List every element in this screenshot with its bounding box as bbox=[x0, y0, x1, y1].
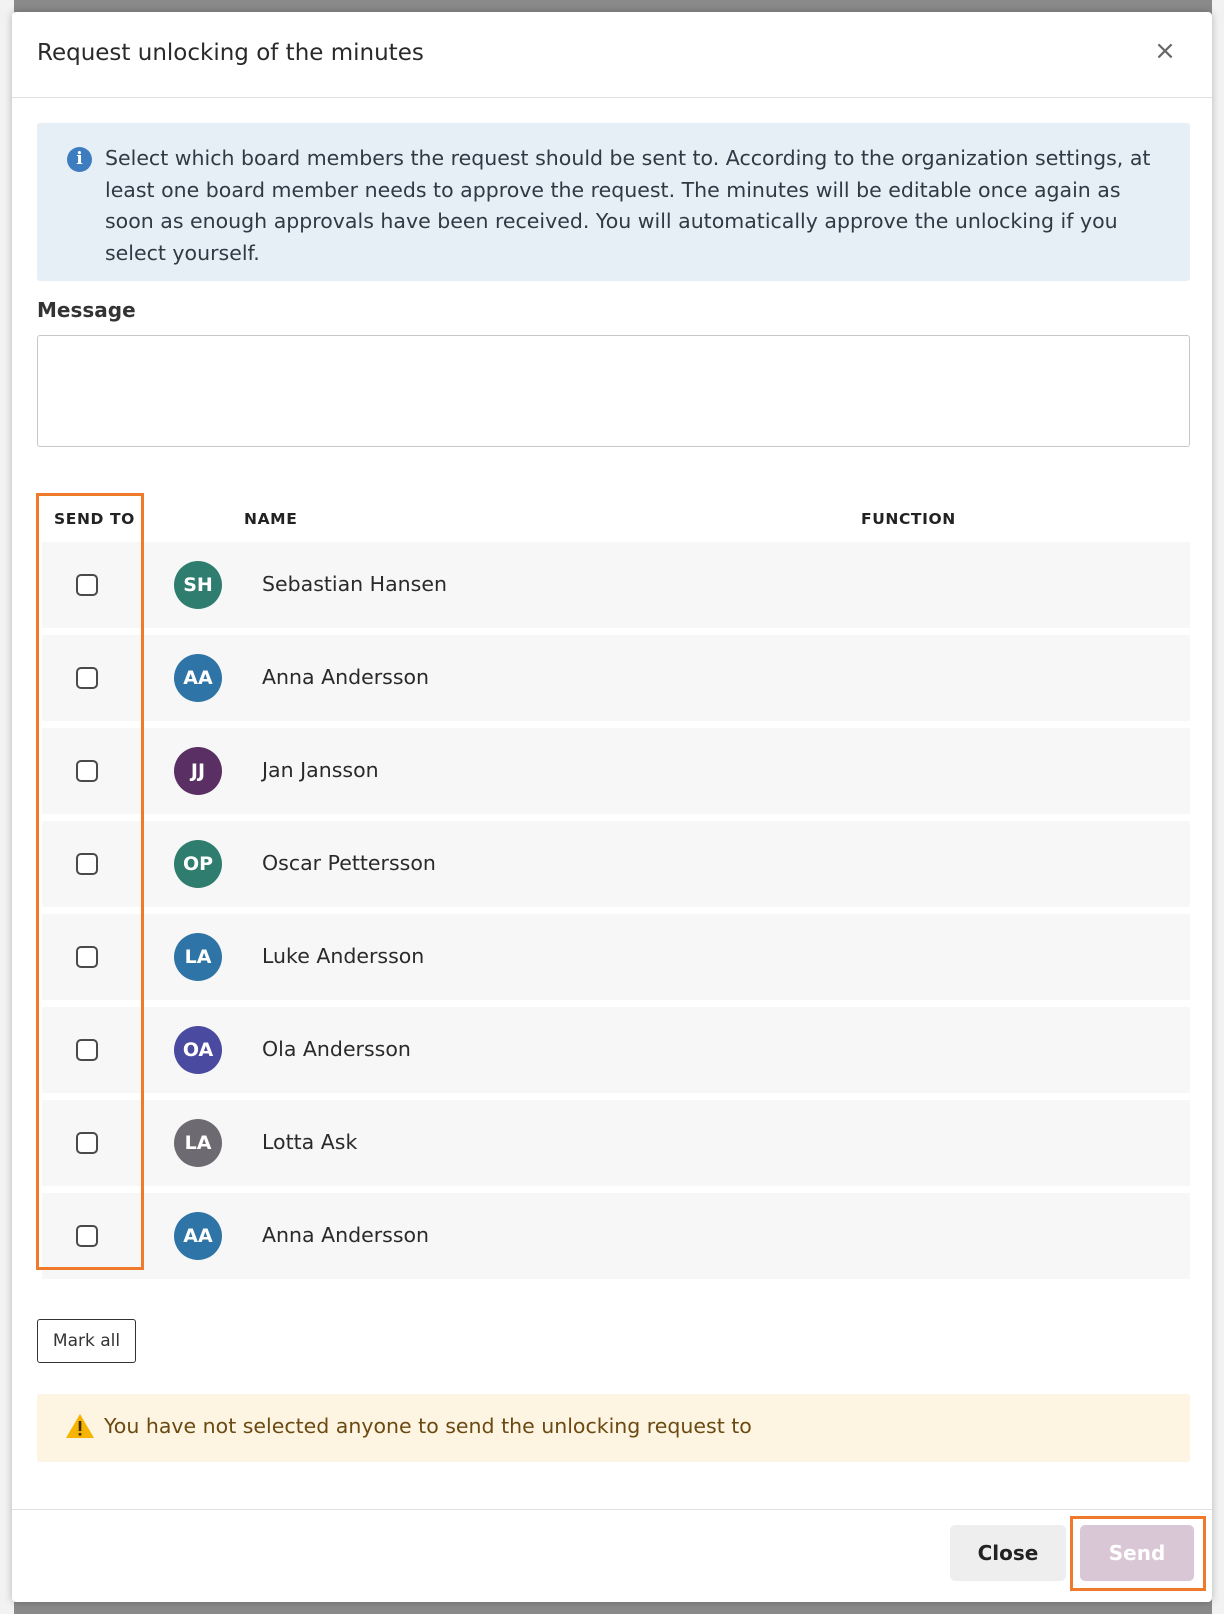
recipient-row bbox=[154, 1193, 1190, 1279]
avatar: LA bbox=[174, 1119, 222, 1167]
close-icon[interactable]: × bbox=[1154, 36, 1176, 66]
header-function: FUNCTION bbox=[861, 510, 956, 528]
message-input[interactable] bbox=[37, 335, 1190, 447]
send-to-checkbox[interactable] bbox=[76, 1132, 98, 1154]
recipient-row bbox=[154, 635, 1190, 721]
recipient-name: Anna Andersson bbox=[262, 665, 430, 689]
dialog-header bbox=[12, 12, 1212, 98]
recipient-name: Lotta Ask bbox=[262, 1130, 358, 1154]
send-to-cell bbox=[42, 542, 154, 628]
send-button[interactable]: Send bbox=[1080, 1525, 1194, 1581]
info-callout bbox=[37, 123, 1190, 281]
send-to-checkbox[interactable] bbox=[76, 760, 98, 782]
recipient-name: Luke Andersson bbox=[262, 944, 425, 968]
info-text: Select which board members the request should be sent to. According to the organization settings, at least one board member needs to approve the request. The minutes will be editable once again as soon as enough approvals have been received. You will automatically approve the unlocking if you select yourself. bbox=[105, 146, 1151, 265]
dialog-title: Request unlocking of the minutes bbox=[37, 40, 424, 66]
avatar: AA bbox=[174, 654, 222, 702]
footer-divider bbox=[12, 1509, 1212, 1510]
warning-text: You have not selected anyone to send the unlocking request to bbox=[104, 1414, 752, 1438]
send-to-checkbox[interactable] bbox=[76, 1039, 98, 1061]
send-to-cell bbox=[42, 635, 154, 721]
send-to-checkbox[interactable] bbox=[76, 574, 98, 596]
send-to-checkbox[interactable] bbox=[76, 853, 98, 875]
mark-all-button[interactable]: Mark all bbox=[37, 1319, 136, 1363]
recipient-row bbox=[154, 542, 1190, 628]
unlock-request-dialog bbox=[12, 12, 1212, 1602]
recipient-row bbox=[154, 1100, 1190, 1186]
avatar: JJ bbox=[174, 747, 222, 795]
send-to-cell bbox=[42, 728, 154, 814]
avatar: OP bbox=[174, 840, 222, 888]
recipient-name: Jan Jansson bbox=[262, 758, 379, 782]
recipient-name: Anna Andersson bbox=[262, 1223, 430, 1247]
send-to-cell bbox=[42, 821, 154, 907]
recipient-name: Sebastian Hansen bbox=[262, 572, 447, 596]
close-button[interactable]: Close bbox=[950, 1525, 1066, 1581]
send-to-cell bbox=[42, 1007, 154, 1093]
avatar: SH bbox=[174, 561, 222, 609]
info-icon: i bbox=[67, 147, 92, 172]
warning-icon bbox=[65, 1412, 95, 1440]
recipient-row bbox=[154, 821, 1190, 907]
recipient-row bbox=[154, 1007, 1190, 1093]
avatar: AA bbox=[174, 1212, 222, 1260]
recipient-name: Oscar Pettersson bbox=[262, 851, 436, 875]
warning-callout bbox=[37, 1394, 1190, 1462]
message-label: Message bbox=[37, 298, 136, 322]
avatar: LA bbox=[174, 933, 222, 981]
recipient-name: Ola Andersson bbox=[262, 1037, 411, 1061]
send-to-checkbox[interactable] bbox=[76, 667, 98, 689]
send-to-cell bbox=[42, 914, 154, 1000]
send-to-checkbox[interactable] bbox=[76, 1225, 98, 1247]
send-to-cell bbox=[42, 1193, 154, 1279]
recipient-row bbox=[154, 914, 1190, 1000]
avatar: OA bbox=[174, 1026, 222, 1074]
send-to-cell bbox=[42, 1100, 154, 1186]
background-page-right bbox=[1212, 0, 1224, 1614]
send-to-checkbox[interactable] bbox=[76, 946, 98, 968]
header-name: NAME bbox=[244, 510, 298, 528]
recipient-row bbox=[154, 728, 1190, 814]
header-send-to: SEND TO bbox=[54, 510, 135, 528]
